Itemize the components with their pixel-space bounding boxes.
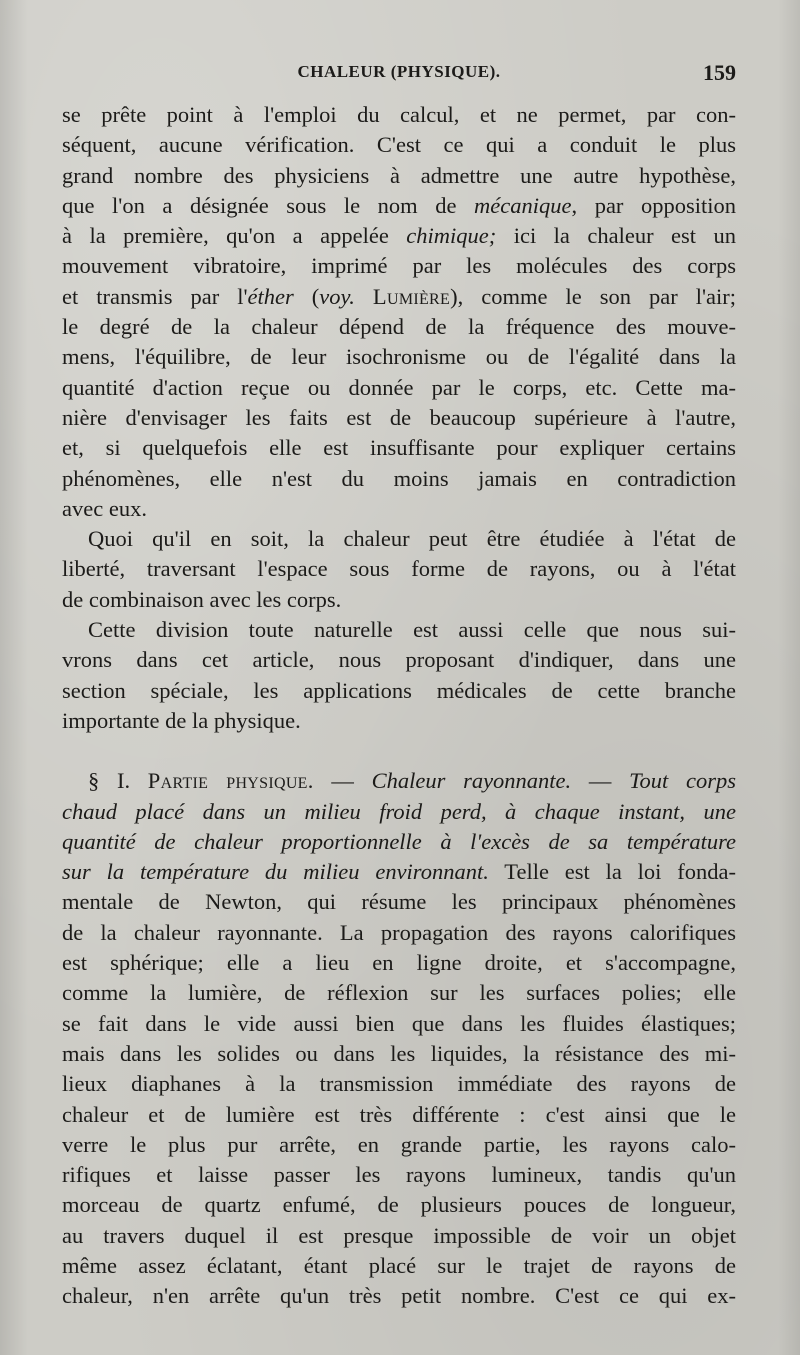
newton-law: quantité de chaleur proportionnelle à l'excès de sa température xyxy=(62,828,736,854)
text-line: se fait dans le vide aussi bien que dans les fluides élastiques; xyxy=(62,1010,736,1036)
cross-reference: Lumière xyxy=(372,283,451,309)
paragraph xyxy=(62,100,736,524)
page-edge-shadow xyxy=(0,0,28,1355)
newton-law: sur la température du milieu environnant. xyxy=(62,859,489,885)
text-line: à la première, qu'on a appelée chimique; ici la chaleur est un xyxy=(62,223,736,249)
text-line: séquent, aucune vérification. C'est ce qui a conduit le plus xyxy=(62,132,736,158)
text-line: au travers duquel il est presque impossible de voir un objet xyxy=(62,1222,736,1248)
italic-term: éther xyxy=(247,283,294,309)
text-line: que l'on a désignée sous le nom de mécanique, par opposition xyxy=(62,192,736,218)
text-line: morceau de quartz enfumé, de plusieurs pouces de longueur, xyxy=(62,1192,736,1218)
body-text xyxy=(62,100,736,1312)
text-line: vrons dans cet article, nous proposant d'indiquer, dans une xyxy=(62,647,736,673)
italic-term: mécanique xyxy=(474,192,572,218)
section-subheading: Chaleur rayonnante. xyxy=(371,768,572,794)
text-line: importante de la physique. xyxy=(62,707,301,733)
text-line: même assez éclatant, étant placé sur le trajet de rayons de xyxy=(62,1252,736,1278)
paragraph xyxy=(62,615,736,736)
text-line: mens, l'équilibre, de leur isochronisme ou de l'égalité dans la xyxy=(62,344,736,370)
page-edge-shadow xyxy=(778,0,800,1355)
text-line: comme la lumière, de réflexion sur les surfaces polies; elle xyxy=(62,980,736,1006)
text-line: le degré de la chaleur dépend de la fréquence des mouve- xyxy=(62,314,736,340)
section-number: § I. xyxy=(88,768,148,794)
text-line: mais dans les solides ou dans les liquides, la résistance des mi- xyxy=(62,1040,736,1066)
text-line: chaleur, n'en arrête qu'un très petit nombre. C'est ce qui ex- xyxy=(62,1283,736,1309)
text-line: rifiques et laisse passer les rayons lumineux, tandis qu'un xyxy=(62,1162,736,1188)
text-line: chaleur et de lumière est très différente : c'est ainsi que le xyxy=(62,1101,736,1127)
newton-law: Tout corps xyxy=(629,768,737,794)
text-line: mouvement vibratoire, imprimé par les molécules des corps xyxy=(62,253,736,279)
section-paragraph xyxy=(62,766,736,1311)
page-number: 159 xyxy=(703,60,736,85)
text-line: section spéciale, les applications médicales de cette branche xyxy=(62,677,736,703)
paragraph xyxy=(62,524,736,615)
text-line: lieux diaphanes à la transmission immédiate des rayons de xyxy=(62,1071,736,1097)
text-line: Cette division toute naturelle est aussi celle que nous sui- xyxy=(88,617,736,643)
text-line: quantité d'action reçue ou donnée par le corps, etc. Cette ma- xyxy=(62,374,736,400)
text-line: est sphérique; elle a lieu en ligne droite, et s'accompagne, xyxy=(62,950,736,976)
text-line xyxy=(62,827,736,857)
running-head xyxy=(62,62,736,92)
section-heading-line: § I. Partie physique. — Chaleur rayonnante. — Tout corps xyxy=(88,768,737,794)
text-line: avec eux. xyxy=(62,495,147,521)
text-line: et transmis par l'éther (voy. Lumière), comme le son par l'air; xyxy=(62,283,737,309)
text-line: phénomènes, elle n'est du moins jamais en contradiction xyxy=(62,465,736,491)
text-line: verre le plus pur arrête, en grande partie, les rayons calo- xyxy=(62,1131,736,1157)
italic-term: voy. xyxy=(319,283,355,309)
text-line: grand nombre des physiciens à admettre une autre hypothèse, xyxy=(62,162,736,188)
text-line: et, si quelquefois elle est insuffisante pour expliquer certains xyxy=(62,435,736,461)
text-line: de combinaison avec les corps. xyxy=(62,586,342,612)
text-line: mentale de Newton, qui résume les principaux phénomènes xyxy=(62,889,736,915)
text-line: liberté, traversant l'espace sous forme de rayons, ou à l'état xyxy=(62,556,736,582)
text-line: se prête point à l'emploi du calcul, et ne permet, par con- xyxy=(62,102,736,127)
text-line: sur la température du milieu environnant. Telle est la loi fonda- xyxy=(62,859,736,885)
text-line: de la chaleur rayonnante. La propagation des rayons calorifiques xyxy=(62,919,736,945)
section-gap xyxy=(62,736,736,766)
running-title: CHALEUR (PHYSIQUE). xyxy=(297,62,501,81)
italic-term: chimique; xyxy=(406,223,497,249)
newton-law: chaud placé dans un milieu froid perd, à chaque instant, une xyxy=(62,798,736,824)
section-heading: Partie physique. xyxy=(147,768,314,794)
text-line: Quoi qu'il en soit, la chaleur peut être étudiée à l'état de xyxy=(88,526,736,552)
text-line: nière d'envisager les faits est de beaucoup supérieure à l'autre, xyxy=(62,404,736,430)
text-line xyxy=(62,797,736,827)
